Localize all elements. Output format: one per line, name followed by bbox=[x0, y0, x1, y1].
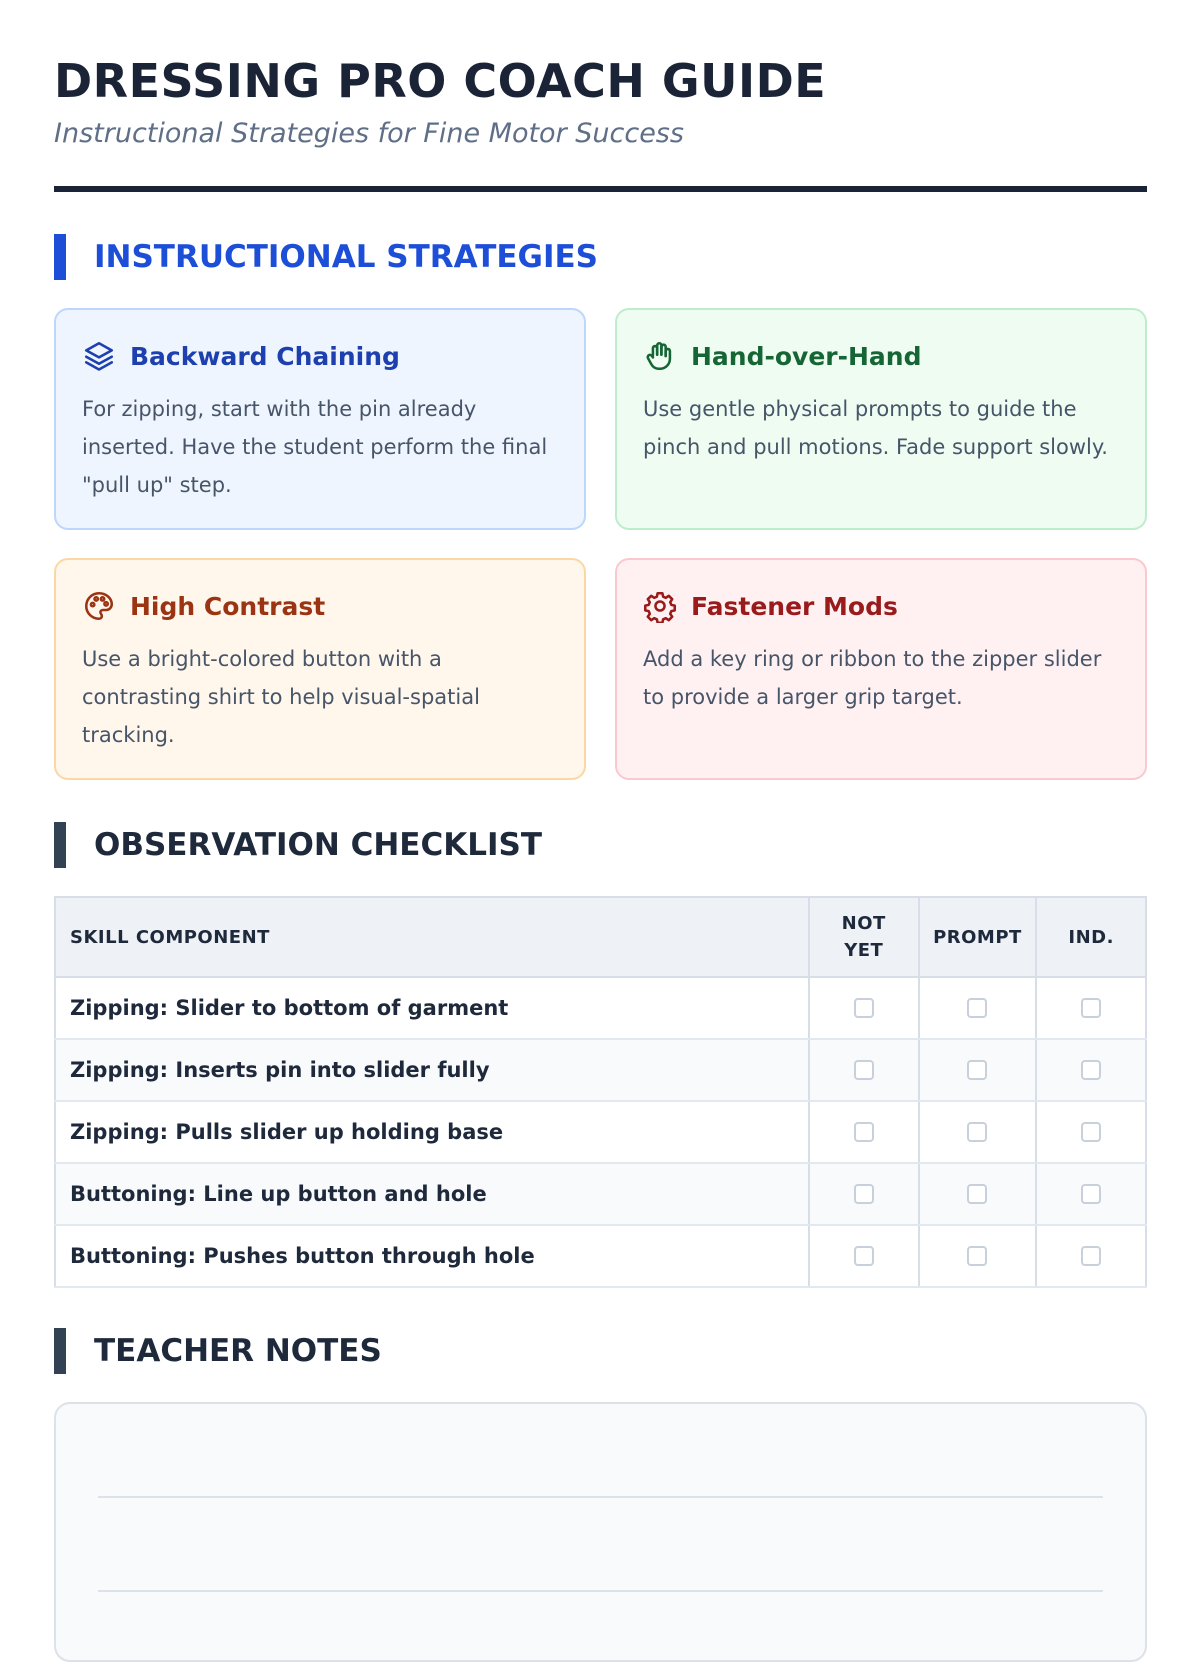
strategy-description: Use a bright-colored button with a contrasting shirt to help visual-spatial tracking. bbox=[82, 647, 480, 747]
not-yet-checkbox[interactable] bbox=[854, 1122, 874, 1142]
strategy-card-hand-over-hand bbox=[615, 308, 1147, 530]
not-yet-checkbox[interactable] bbox=[854, 1184, 874, 1204]
independent-checkbox[interactable] bbox=[1081, 1246, 1101, 1266]
prompt-checkbox[interactable] bbox=[967, 1246, 987, 1266]
skill-component-cell: Zipping: Inserts pin into slider fully bbox=[55, 1039, 809, 1101]
table-header-row bbox=[55, 897, 1146, 977]
notes-section-heading bbox=[54, 1328, 382, 1374]
independent-checkbox[interactable] bbox=[1081, 1184, 1101, 1204]
table-row bbox=[55, 1039, 1146, 1101]
checklist-section-heading bbox=[54, 822, 542, 868]
note-line bbox=[98, 1496, 1103, 1498]
table-row bbox=[55, 1101, 1146, 1163]
prompt-checkbox[interactable] bbox=[967, 1184, 987, 1204]
skill-component-cell: Zipping: Pulls slider up holding base bbox=[55, 1101, 809, 1163]
section-accent-bar bbox=[54, 822, 66, 868]
skill-component-cell: Buttoning: Line up button and hole bbox=[55, 1163, 809, 1225]
independent-checkbox[interactable] bbox=[1081, 998, 1101, 1018]
strategies-section-heading bbox=[54, 234, 598, 280]
independent-checkbox[interactable] bbox=[1081, 1122, 1101, 1142]
strategy-title: High Contrast bbox=[130, 591, 326, 621]
prompt-checkbox[interactable] bbox=[967, 1122, 987, 1142]
column-header-ind: IND. bbox=[1036, 897, 1146, 977]
layers-icon bbox=[82, 339, 116, 373]
strategy-card-fastener-mods bbox=[615, 558, 1147, 780]
strategy-card-high-contrast bbox=[54, 558, 586, 780]
column-header-prompt: PROMPT bbox=[919, 897, 1037, 977]
not-yet-checkbox[interactable] bbox=[854, 998, 874, 1018]
skill-component-cell: Buttoning: Pushes button through hole bbox=[55, 1225, 809, 1287]
table-row bbox=[55, 1225, 1146, 1287]
notes-heading-text: TEACHER NOTES bbox=[94, 1333, 382, 1369]
strategy-title: Backward Chaining bbox=[130, 341, 400, 371]
section-accent-bar bbox=[54, 234, 66, 280]
hand-icon bbox=[643, 339, 677, 373]
strategy-card-backward-chaining bbox=[54, 308, 586, 530]
title-divider bbox=[54, 186, 1147, 192]
gear-icon bbox=[643, 589, 677, 623]
column-header-not-yet: NOT YET bbox=[809, 897, 919, 977]
not-yet-checkbox[interactable] bbox=[854, 1246, 874, 1266]
not-yet-checkbox[interactable] bbox=[854, 1060, 874, 1080]
prompt-checkbox[interactable] bbox=[967, 998, 987, 1018]
palette-icon bbox=[82, 589, 116, 623]
page-title: DRESSING PRO COACH GUIDE bbox=[54, 54, 827, 108]
strategies-heading-text: INSTRUCTIONAL STRATEGIES bbox=[94, 239, 598, 275]
strategy-description: Use gentle physical prompts to guide the pinch and pull motions. Fade support slowly. bbox=[643, 397, 1108, 459]
table-row bbox=[55, 1163, 1146, 1225]
checklist-heading-text: OBSERVATION CHECKLIST bbox=[94, 827, 543, 863]
teacher-notes-area[interactable] bbox=[54, 1402, 1147, 1662]
page-subtitle: Instructional Strategies for Fine Motor Success bbox=[54, 118, 684, 149]
section-accent-bar bbox=[54, 1328, 66, 1374]
column-header-skill: SKILL COMPONENT bbox=[55, 897, 809, 977]
strategy-description: Add a key ring or ribbon to the zipper slider to provide a larger grip target. bbox=[643, 647, 1102, 709]
table-row bbox=[55, 977, 1146, 1039]
strategy-title: Hand-over-Hand bbox=[691, 341, 922, 371]
strategy-title: Fastener Mods bbox=[691, 591, 898, 621]
skill-component-cell: Zipping: Slider to bottom of garment bbox=[55, 977, 809, 1039]
observation-checklist-table bbox=[54, 896, 1147, 1288]
strategy-description: For zipping, start with the pin already inserted. Have the student perform the final "pull up" step. bbox=[82, 397, 548, 497]
independent-checkbox[interactable] bbox=[1081, 1060, 1101, 1080]
note-line bbox=[98, 1590, 1103, 1592]
prompt-checkbox[interactable] bbox=[967, 1060, 987, 1080]
